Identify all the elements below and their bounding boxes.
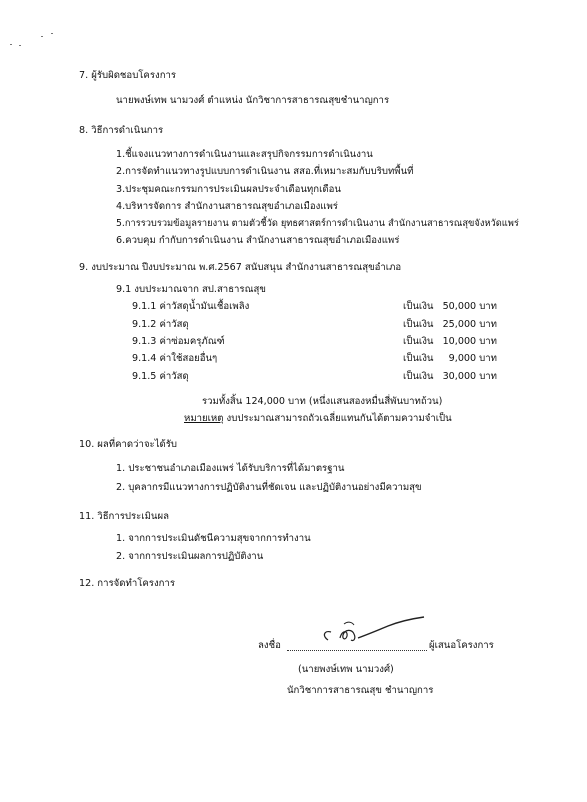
responsible-person: นายพงษ์เทพ นามวงศ์ ตำแหน่ง นักวิชาการสาธารณสุขชำนาญการ	[116, 95, 390, 106]
budget-item-prefix: เป็นเงิน	[403, 319, 434, 330]
method-step: 4.บริหารจัดการ สำนักงานสาธารณสุขอำเภอเมืองแพร่	[116, 201, 338, 212]
budget-item-amount: 25,000 บาท	[442, 319, 497, 330]
sign-label: ลงชื่อ	[258, 640, 281, 651]
signature-line	[287, 650, 427, 651]
section-8-heading: 8. วิธีการดำเนินการ	[79, 125, 164, 136]
section-10-heading: 10. ผลที่คาดว่าจะได้รับ	[79, 439, 178, 450]
budget-item-amount: 9,000 บาท	[448, 353, 497, 364]
budget-item-label: 9.1.4 ค่าใช้สอยอื่นๆ	[132, 353, 218, 364]
handwritten-signature	[318, 616, 428, 650]
scan-speck	[51, 33, 53, 34]
note-label: หมายเหตุ	[184, 413, 224, 424]
scan-speck	[19, 45, 21, 46]
section-11-heading: 11. วิธีการประเมินผล	[79, 511, 169, 522]
budget-item-label: 9.1.3 ค่าซ่อมครุภัณฑ์	[132, 336, 225, 347]
budget-source: 9.1 งบประมาณจาก สป.สาธารณสุข	[116, 284, 266, 295]
budget-item-prefix: เป็นเงิน	[403, 371, 434, 382]
method-step: 3.ประชุมคณะกรรมการประเมินผลประจำเดือนทุกเดือน	[116, 184, 341, 195]
section-7-heading: 7. ผู้รับผิดชอบโครงการ	[79, 70, 177, 81]
method-step: 6.ควบคุม กำกับการดำเนินงาน สำนักงานสาธารณสุขอำเภอเมืองแพร่	[116, 235, 400, 246]
proposer-label: ผู้เสนอโครงการ	[429, 640, 494, 651]
budget-item-label: 9.1.2 ค่าวัสดุ	[132, 319, 189, 330]
section-12-heading: 12. การจัดทำโครงการ	[79, 578, 175, 589]
note-text: งบประมาณสามารถถัวเฉลี่ยแทนกันได้ตามความจำเป็น	[223, 413, 452, 424]
budget-item-prefix: เป็นเงิน	[403, 336, 434, 347]
scan-speck	[41, 36, 43, 37]
budget-total: รวมทั้งสิ้น 124,000 บาท (หนึ่งแสนสองหมื่นสี่พันบาทถ้วน)	[202, 396, 443, 407]
budget-item-amount: 30,000 บาท	[442, 371, 497, 382]
method-step: 2.การจัดทำแนวทางรูปแบบการดำเนินงาน สสอ.ที่เหมาะสมกับบริบทพื้นที่	[116, 166, 414, 177]
expected-result: 1. ประชาชนอำเภอเมืองแพร่ ได้รับบริการที่ได้มาตรฐาน	[116, 463, 345, 474]
section-9-heading: 9. งบประมาณ ปีงบประมาณ พ.ศ.2567 สนับสนุน สำนักงานสาธารณสุขอำเภอ	[79, 262, 402, 273]
budget-item-label: 9.1.1 ค่าวัสดุน้ำมันเชื้อเพลิง	[132, 301, 250, 312]
budget-item-prefix: เป็นเงิน	[403, 301, 434, 312]
budget-item-amount: 10,000 บาท	[442, 336, 497, 347]
budget-item-prefix: เป็นเงิน	[403, 353, 434, 364]
signer-name: (นายพงษ์เทพ นามวงศ์)	[298, 664, 394, 675]
evaluation-item: 1. จากการประเมินดัชนีความสุขจากการทำงาน	[116, 533, 311, 544]
evaluation-item: 2. จากการประเมินผลการปฏิบัติงาน	[116, 551, 264, 562]
method-step: 5.การรวบรวมข้อมูลรายงาน ตามตัวชี้วัด ยุทธศาสตร์การดำเนินงาน สำนักงานสาธารณสุขจังหวัดแพร่	[116, 218, 519, 229]
expected-result: 2. บุคลากรมีแนวทางการปฏิบัติงานที่ชัดเจน และปฏิบัติงานอย่างมีความสุข	[116, 482, 422, 493]
signer-position: นักวิชาการสาธารณสุข ชำนาญการ	[287, 685, 434, 696]
budget-item-amount: 50,000 บาท	[442, 301, 497, 312]
method-step: 1.ชี้แจงแนวทางการดำเนินงานและสรุปกิจกรรมการดำเนินงาน	[116, 149, 373, 160]
budget-item-label: 9.1.5 ค่าวัสดุ	[132, 371, 189, 382]
scan-speck	[10, 44, 12, 45]
budget-note	[184, 414, 452, 424]
